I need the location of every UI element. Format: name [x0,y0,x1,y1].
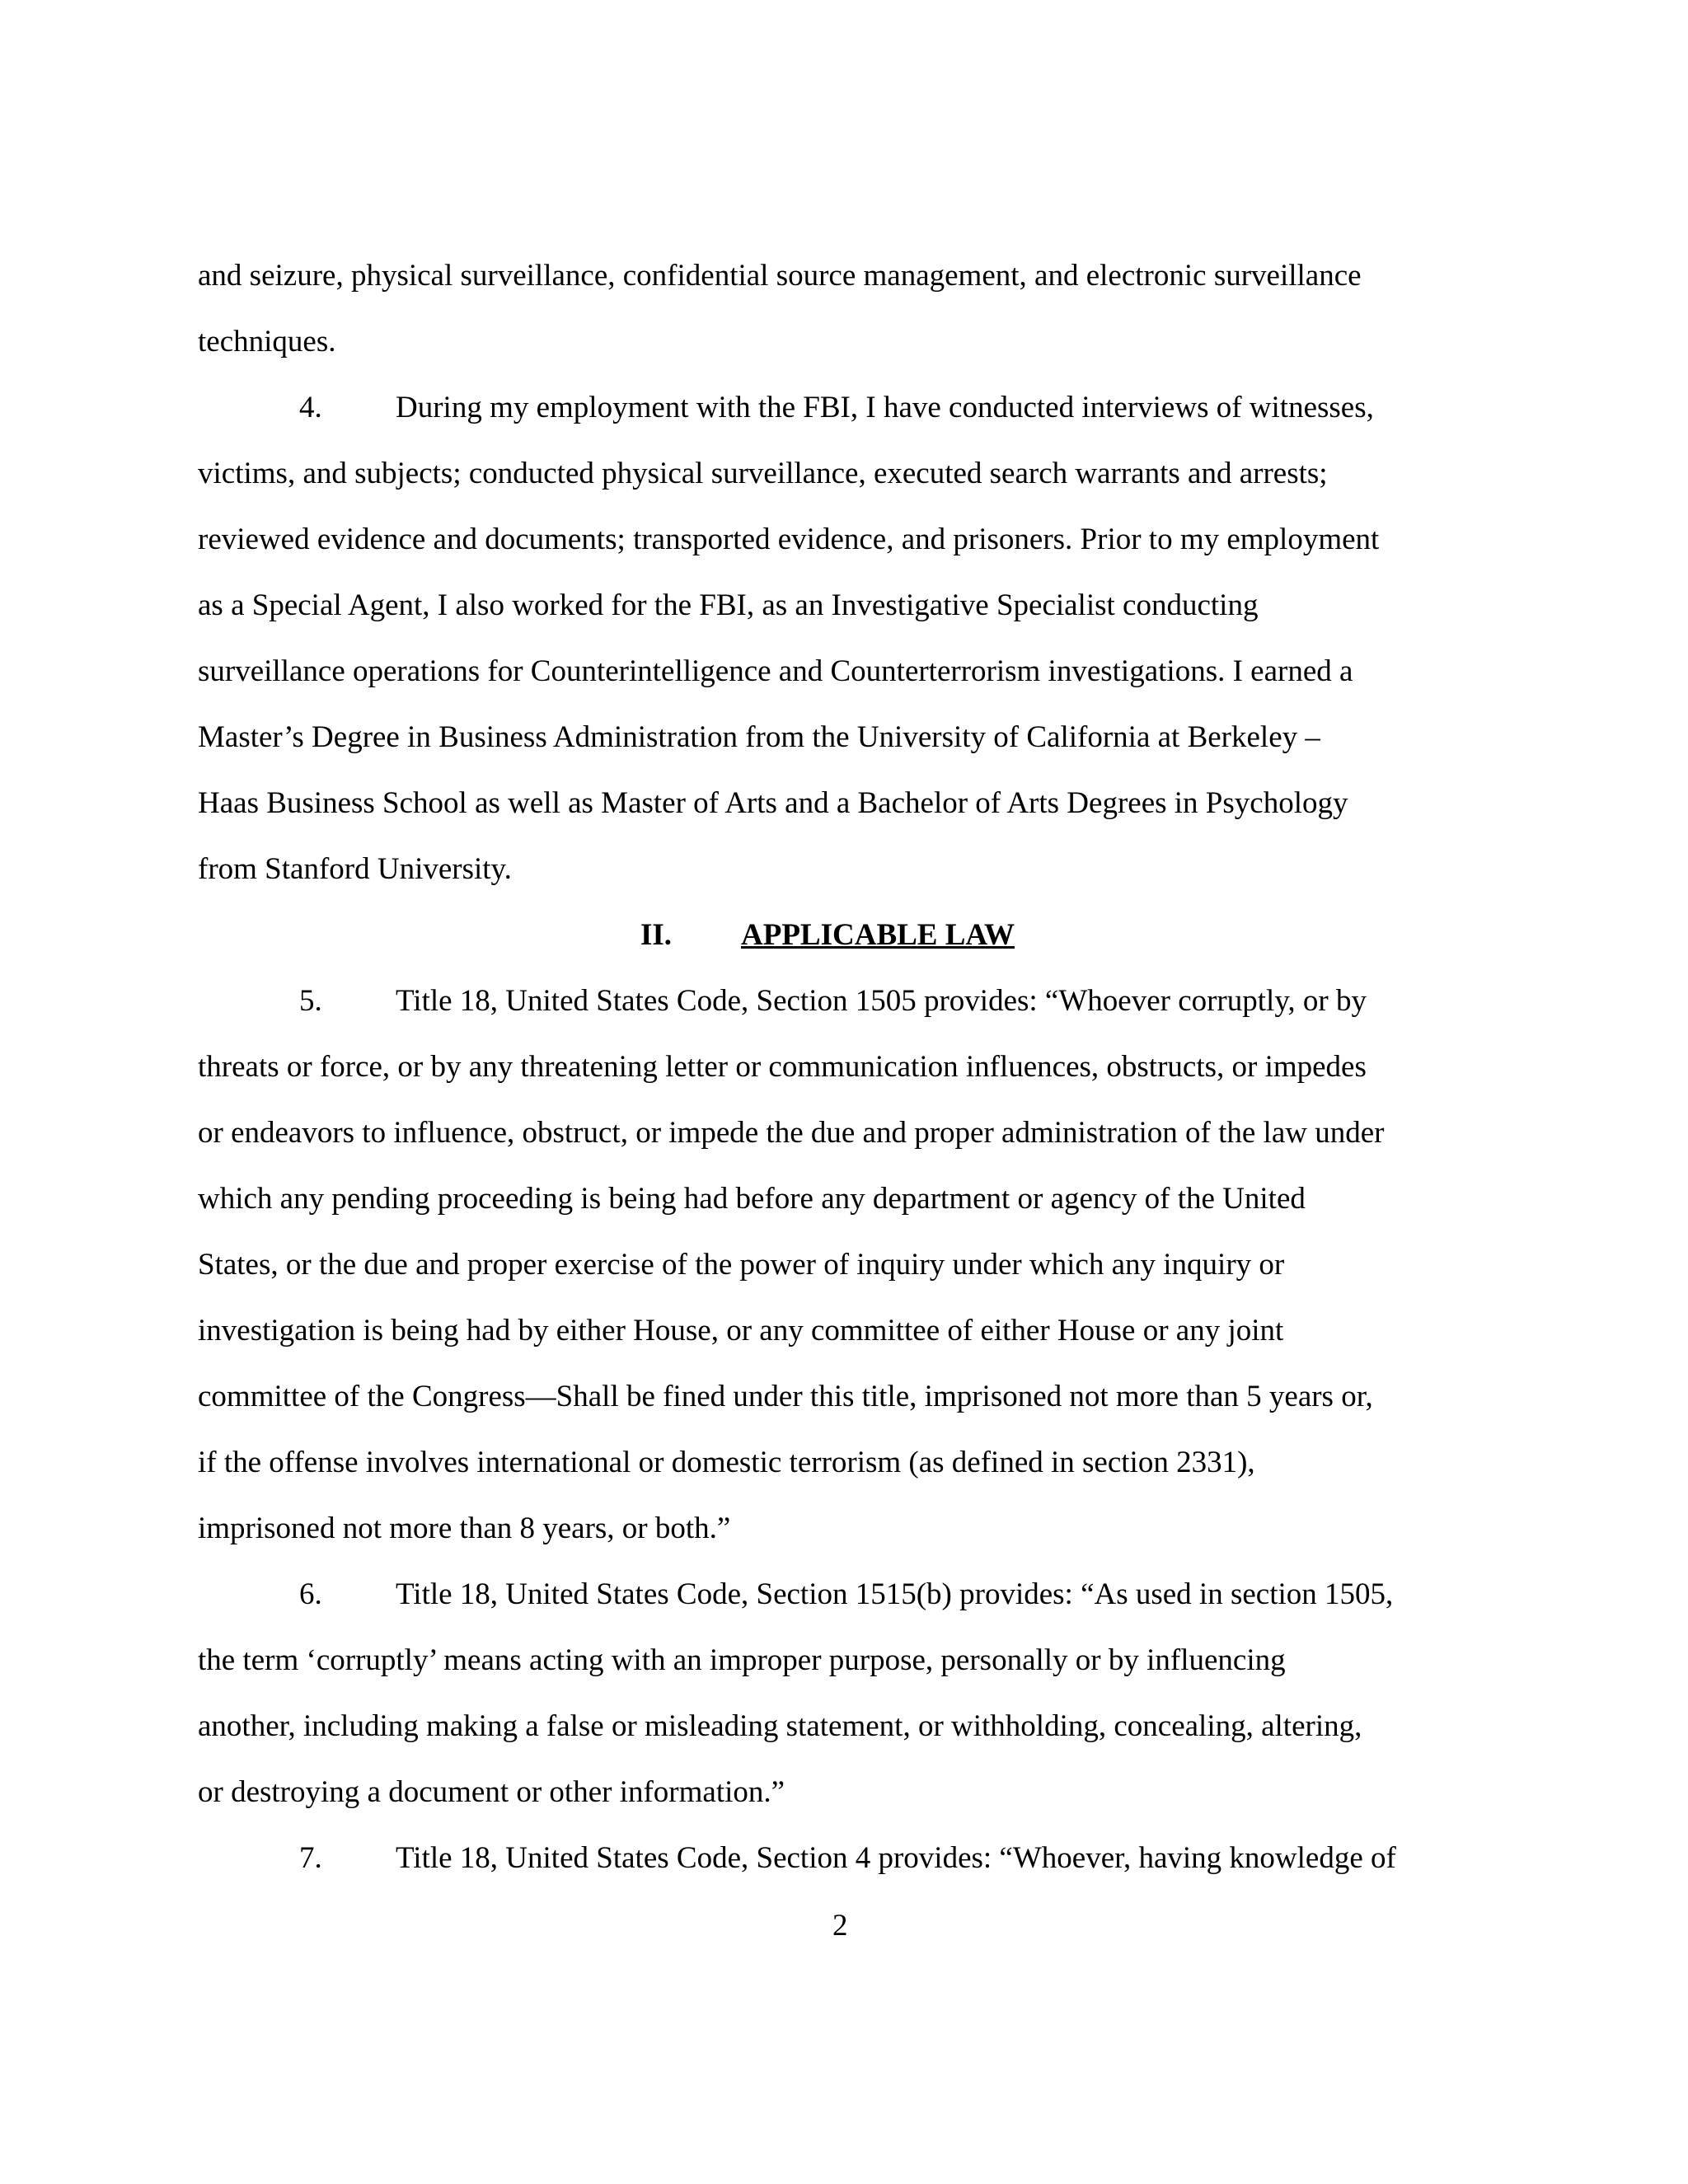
body-line: Title 18, United States Code, Section 1515(b) provides: “As used in section 1505, [396,1577,1394,1611]
body-line: techniques. [198,325,336,359]
body-line: reviewed evidence and documents; transported evidence, and prisoners. Prior to my employment [198,523,1380,556]
body-line: victims, and subjects; conducted physical surveillance, executed search warrants and arrests; [198,457,1328,490]
body-line: During my employment with the FBI, I have conducted interviews of witnesses, [396,391,1374,424]
body-line: threats or force, or by any threatening letter or communication influences, obstructs, or impedes [198,1050,1367,1084]
body-line: the term ‘corruptly’ means acting with an improper purpose, personally or by influencing [198,1643,1286,1677]
page-number: 2 [832,1909,848,1943]
body-line: another, including making a false or misleading statement, or withholding, concealing, altering, [198,1709,1362,1743]
paragraph-number: 4. [299,391,322,424]
body-line: Haas Business School as well as Master of Arts and a Bachelor of Arts Degrees in Psychology [198,786,1348,820]
section-heading-title: APPLICABLE LAW [741,918,1015,952]
paragraph-number: 5. [299,984,322,1018]
body-line: committee of the Congress—Shall be fined under this title, imprisoned not more than 5 years or, [198,1380,1373,1413]
body-line: if the offense involves international or domestic terrorism (as defined in section 2331), [198,1446,1255,1479]
paragraph-number: 6. [299,1577,322,1611]
body-line: and seizure, physical surveillance, confidential source management, and electronic surveillance [198,259,1362,293]
body-line: from Stanford University. [198,852,512,886]
body-line: which any pending proceeding is being had before any department or agency of the United [198,1182,1306,1216]
paragraph-number: 7. [299,1841,322,1875]
body-line: or destroying a document or other information.” [198,1775,785,1809]
body-line: Title 18, United States Code, Section 1505 provides: “Whoever corruptly, or by [396,984,1367,1018]
section-heading-number: II. [640,918,673,952]
body-line: investigation is being had by either House, or any committee of either House or any joint [198,1314,1284,1347]
body-line: States, or the due and proper exercise of the power of inquiry under which any inquiry or [198,1248,1285,1282]
body-line: or endeavors to influence, obstruct, or impede the due and proper administration of the law under [198,1116,1385,1150]
body-line: imprisoned not more than 8 years, or both.” [198,1511,731,1545]
body-line: as a Special Agent, I also worked for the FBI, as an Investigative Specialist conducting [198,588,1259,622]
body-line: Title 18, United States Code, Section 4 provides: “Whoever, having knowledge of [396,1841,1396,1875]
body-line: surveillance operations for Counterintelligence and Counterterrorism investigations. I earned a [198,654,1353,688]
body-line: Master’s Degree in Business Administration from the University of California at Berkeley – [198,720,1320,754]
